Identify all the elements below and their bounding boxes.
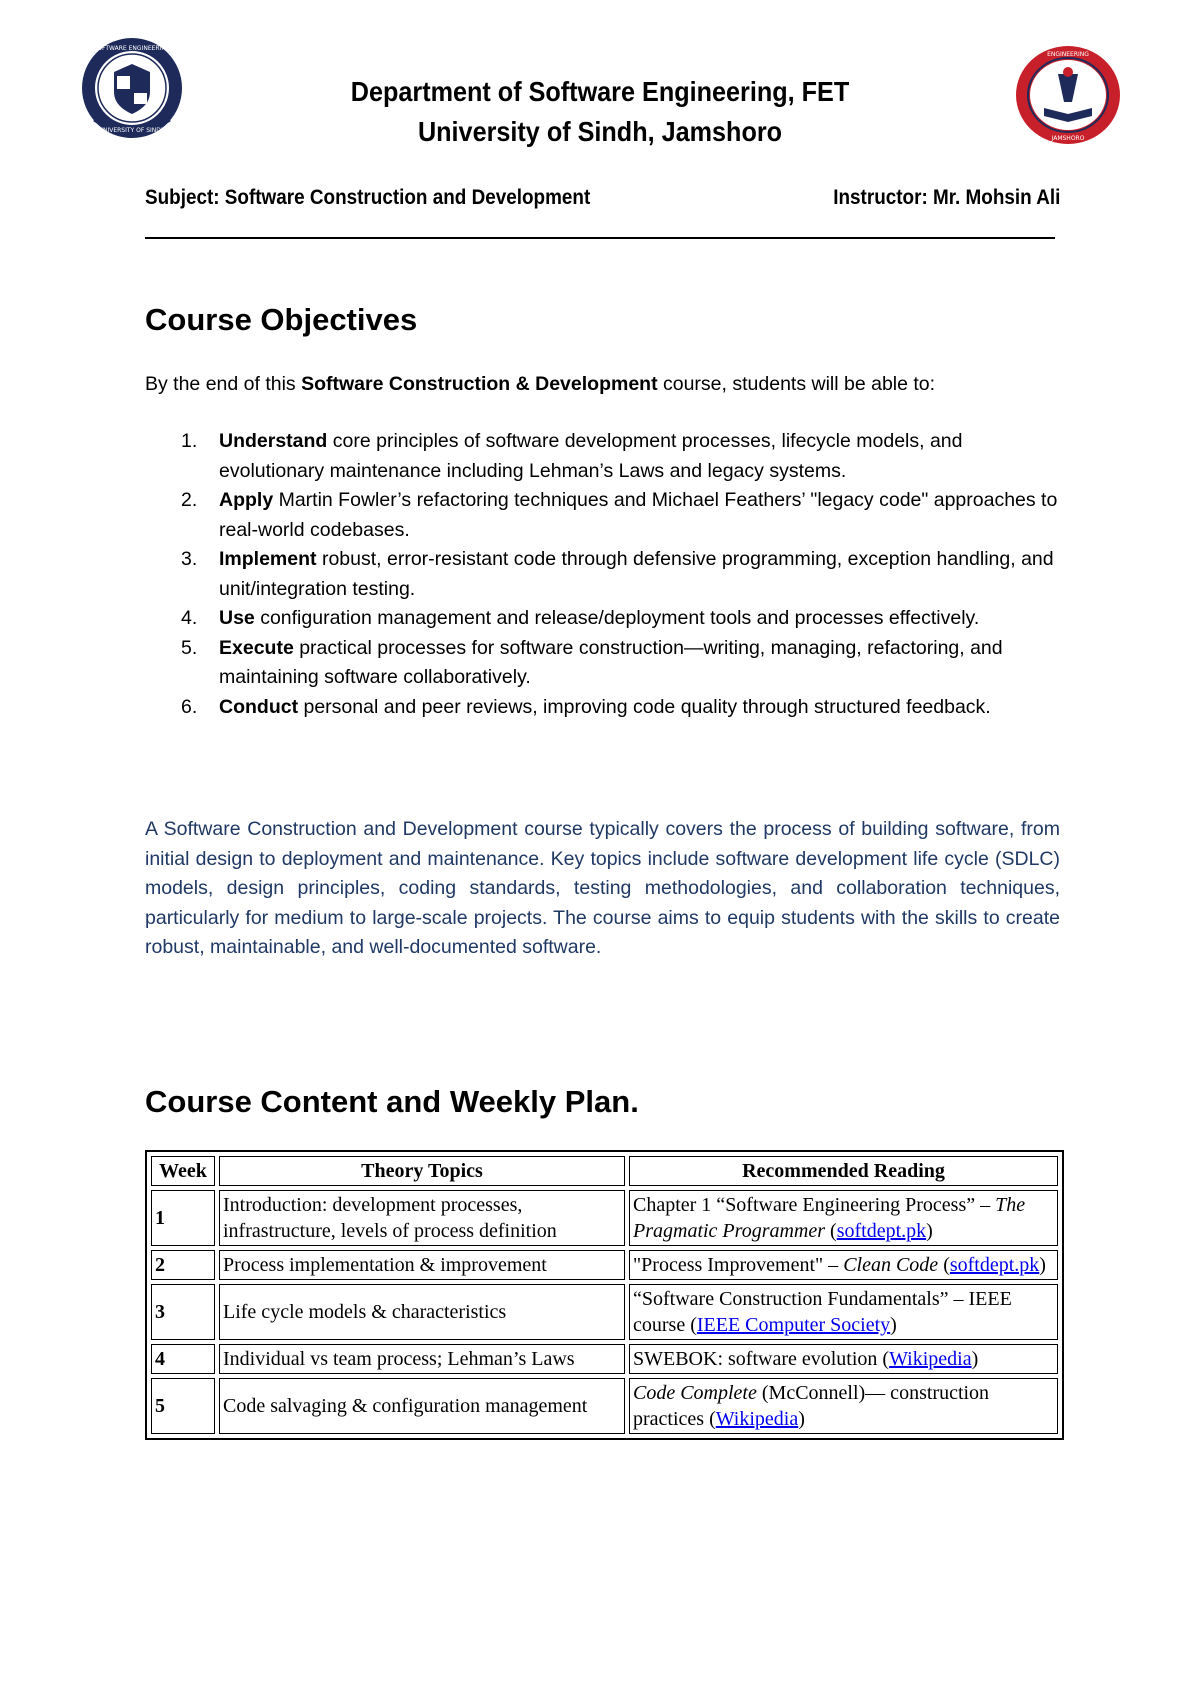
subject-row: [145, 186, 1065, 216]
objective-text: robust, error-resistant code through defensive programming, exception handling, and unit/integration testing.: [219, 548, 1054, 600]
book-title: Code Complete: [633, 1382, 757, 1404]
weekly-plan-table: [145, 1150, 1064, 1440]
reading-text: “Software Construction Fundamentals” – IEEE course (: [633, 1288, 1012, 1336]
reading-link[interactable]: Wikipedia: [715, 1408, 799, 1430]
objective-item: [145, 427, 1065, 486]
objective-verb: Understand: [219, 430, 328, 452]
reading-cell: [629, 1250, 1058, 1280]
subject-label: Subject: Software Construction and Development: [145, 186, 591, 209]
svg-text:JAMSHORO: JAMSHORO: [1051, 135, 1085, 142]
reading-text: (: [825, 1220, 837, 1242]
reading-text: SWEBOK: software evolution (: [633, 1348, 890, 1370]
objective-verb: Execute: [219, 636, 294, 659]
objectives-list: [145, 427, 1065, 722]
week-cell: 4: [151, 1344, 215, 1374]
topic-cell: Code salvaging & configuration management: [219, 1378, 625, 1434]
objective-text: configuration management and release/deployment tools and processes effectively.: [254, 607, 980, 629]
objective-verb: Use: [219, 607, 255, 629]
objective-number: 3.: [181, 548, 198, 570]
objective-item: [145, 634, 1065, 693]
objective-number: 2.: [181, 489, 198, 511]
book-title: The Pragmatic Programmer: [633, 1194, 1026, 1242]
reading-text: ): [971, 1348, 979, 1370]
reading-link[interactable]: IEEE Computer Society: [696, 1314, 891, 1336]
reading-text: ): [890, 1314, 897, 1336]
table-row: [151, 1250, 1058, 1280]
table-row: [151, 1190, 1058, 1246]
objective-text: Martin Fowler’s refactoring techniques and Michael Feathers’ "legacy code" approaches to real-world codebases.: [219, 489, 1058, 541]
reading-text: Chapter 1 “Software Engineering Process” –: [633, 1194, 996, 1216]
objective-verb: Implement: [219, 548, 317, 570]
svg-text:UNIVERSITY OF SINDH: UNIVERSITY OF SINDH: [98, 127, 166, 134]
table-header-row: [151, 1156, 1058, 1186]
objective-number: 6.: [181, 695, 198, 718]
objective-text: practical processes for software construction—writing, managing, refactoring, and maintaining software collaboratively.: [219, 636, 1003, 688]
reading-text: (: [938, 1254, 950, 1276]
header-divider: [145, 237, 1055, 239]
objective-text: personal and peer reviews, improving code quality through structured feedback.: [298, 695, 991, 718]
objective-item: [145, 604, 1065, 634]
course-objectives-heading: Course Objectives: [145, 302, 418, 337]
course-description-paragraph: A Software Construction and Development course typically covers the process of building software, from initial design to deployment and maintenance. Key topics include software development life cycle (SDLC) models, design principles, coding standards, testing methodologies, and collaboration techniques, particularly for medium to large-scale projects. The course aims to equip students with the skills to create robust, maintainable, and well-documented software.: [145, 818, 1060, 959]
objective-text: core principles of software development processes, lifecycle models, and evolutionary maintenance including Lehman’s Laws and legacy systems.: [219, 430, 963, 482]
objective-number: 5.: [181, 636, 198, 659]
topic-cell: Life cycle models & characteristics: [219, 1284, 625, 1340]
weekly-plan-heading: Course Content and Weekly Plan.: [145, 1084, 639, 1119]
topics-column-header: Theory Topics: [219, 1156, 625, 1186]
topic-cell: Process implementation & improvement: [219, 1250, 625, 1280]
department-title: Department of Software Engineering, FET: [350, 76, 850, 107]
reading-link[interactable]: Wikipedia: [889, 1348, 972, 1370]
table-row: [151, 1378, 1058, 1434]
week-cell: 3: [151, 1284, 215, 1340]
reading-cell: [629, 1284, 1058, 1340]
intro-text-end: course, students will be able to:: [657, 373, 936, 395]
reading-column-header: Recommended Reading: [629, 1156, 1058, 1186]
objective-verb: Apply: [219, 489, 274, 511]
week-cell: 2: [151, 1250, 215, 1280]
intro-text-start: By the end of this: [145, 373, 302, 395]
table-row: [151, 1344, 1058, 1374]
topic-cell: Introduction: development processes, infrastructure, levels of process definition: [219, 1190, 625, 1246]
reading-cell: [629, 1378, 1058, 1434]
reading-link[interactable]: softdept.pk: [949, 1254, 1040, 1276]
objective-number: 1.: [181, 430, 198, 452]
intro-course-name: Software Construction & Development: [301, 373, 658, 395]
reading-text: (McConnell)— construction practices (: [633, 1382, 990, 1430]
objective-verb: Conduct: [219, 695, 299, 718]
book-title: Clean Code: [843, 1254, 939, 1276]
table-row: [151, 1284, 1058, 1340]
topic-cell: Individual vs team process; Lehman’s Laws: [219, 1344, 625, 1374]
instructor-label: Instructor: Mr. Mohsin Ali: [832, 186, 1060, 209]
reading-text: ): [1039, 1254, 1046, 1276]
week-cell: 5: [151, 1378, 215, 1434]
reading-link[interactable]: softdept.pk: [836, 1220, 927, 1242]
objective-item: [145, 545, 1065, 604]
objective-number: 4.: [181, 607, 198, 629]
week-cell: 1: [151, 1190, 215, 1246]
reading-cell: [629, 1190, 1058, 1246]
svg-text:SOFTWARE ENGINEERING: SOFTWARE ENGINEERING: [93, 45, 171, 52]
objectives-intro: [145, 373, 935, 396]
reading-text: "Process Improvement" –: [633, 1254, 844, 1276]
week-column-header: Week: [151, 1156, 215, 1186]
svg-text:ENGINEERING: ENGINEERING: [1047, 51, 1089, 58]
objective-item: [145, 486, 1065, 545]
university-title: University of Sindh, Jamshoro: [417, 116, 783, 147]
reading-cell: [629, 1344, 1058, 1374]
reading-text: ): [926, 1220, 933, 1242]
reading-text: ): [798, 1408, 805, 1430]
objective-item: [145, 693, 1065, 723]
